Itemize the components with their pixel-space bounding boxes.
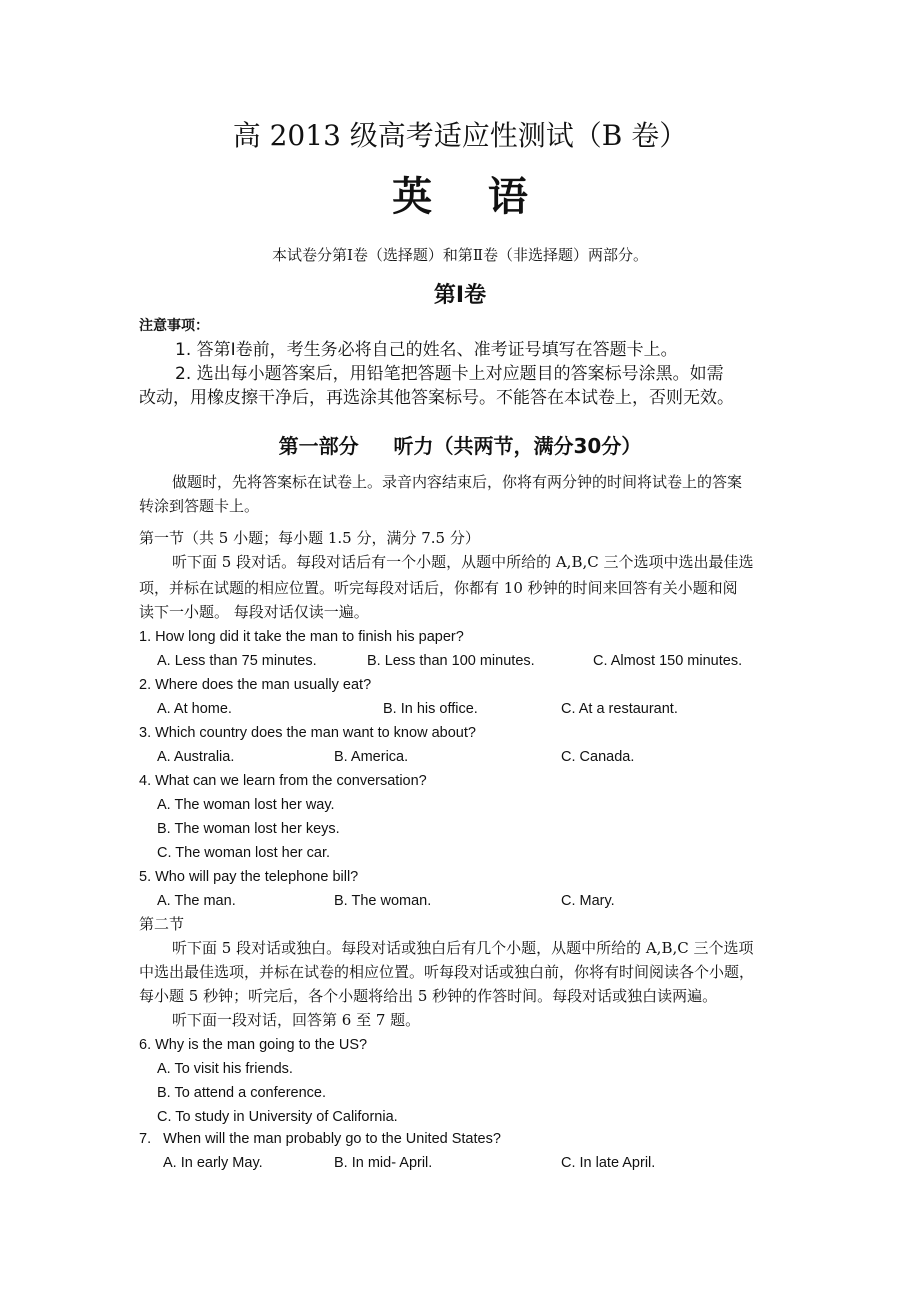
q6-option-b: B. To attend a conference. (157, 1085, 327, 1101)
q5-option-b: B. The woman. (334, 893, 432, 909)
notice-item-2-cont: 改动，用橡皮擦干净后，再选涂其他答案标号。不能答在本试卷上，否则无效。 (139, 388, 734, 408)
notice-item-1: 1. 答第Ⅰ卷前，考生务必将自己的姓名、准考证号填写在答题卡上。 (175, 340, 678, 360)
q7-option-c: C. In late April. (561, 1155, 656, 1171)
question-5: 5. Who will pay the telephone bill? (139, 869, 359, 885)
subject-title: 英 语 (392, 174, 528, 220)
q4-option-b: B. The woman lost her keys. (157, 821, 340, 837)
part1-instructions-cont: 转涂到答题卡上。 (139, 497, 260, 515)
section1-instructions-2: 项，并标在试题的相应位置。听完每段对话后，你都有 10 秒钟的时间来回答有关小题和阅 (139, 579, 738, 597)
section1-heading: 第一节（共 5 小题；每小题 1.5 分，满分 7.5 分） (139, 529, 480, 547)
section2-instructions-2: 中选出最佳选项，并标在试卷的相应位置。听每段对话或独白前，你将有时间阅读各个小题， (139, 963, 755, 981)
q4-option-c: C. The woman lost her car. (157, 845, 331, 861)
q5-option-c: C. Mary. (561, 893, 615, 909)
q5-option-a: A. The man. (157, 893, 236, 909)
part1-instructions: 做题时，先将答案标在试卷上。录音内容结束后，你将有两分钟的时间将试卷上的答案 (172, 473, 743, 491)
exam-title: 高 2013 级高考适应性测试（B 卷） (232, 119, 688, 152)
q1-option-b: B. Less than 100 minutes. (367, 653, 535, 669)
question-3: 3. Which country does the man want to know about? (139, 725, 476, 741)
section1-instructions-3: 读下一小题。 每段对话仅读一遍。 (139, 603, 369, 621)
section2-heading: 第二节 (139, 915, 185, 933)
q1-option-a: A. Less than 75 minutes. (157, 653, 317, 669)
section2-dialog-note: 听下面一段对话，回答第 6 至 7 题。 (172, 1011, 421, 1029)
q7-option-b: B. In mid- April. (334, 1155, 433, 1171)
question-1: 1. How long did it take the man to finish his paper? (139, 629, 464, 645)
q2-option-a: A. At home. (157, 701, 232, 717)
q2-option-b: B. In his office. (383, 701, 478, 717)
question-6: 6. Why is the man going to the US? (139, 1037, 368, 1053)
q3-option-b: B. America. (334, 749, 409, 765)
part1-heading: 第一部分 听力（共两节，满分30分） (278, 434, 642, 458)
question-2: 2. Where does the man usually eat? (139, 677, 372, 693)
q4-option-a: A. The woman lost her way. (157, 797, 335, 813)
notice-heading: 注意事项： (139, 318, 209, 334)
q3-option-c: C. Canada. (561, 749, 635, 765)
q6-option-a: A. To visit his friends. (157, 1061, 293, 1077)
section1-instructions: 听下面 5 段对话。每段对话后有一个小题，从题中所给的 A,B,C 三个选项中选出最佳选 (172, 553, 754, 571)
volume-heading: 第Ⅰ卷 (433, 283, 487, 308)
intro-text: 本试卷分第Ⅰ卷（选择题）和第Ⅱ卷（非选择题）两部分。 (271, 246, 649, 264)
q3-option-a: A. Australia. (157, 749, 235, 765)
q2-option-c: C. At a restaurant. (561, 701, 678, 717)
question-4: 4. What can we learn from the conversation? (139, 773, 427, 789)
section2-instructions: 听下面 5 段对话或独白。每段对话或独白后有几个小题，从题中所给的 A,B,C 三个选项 (172, 939, 754, 957)
section2-instructions-3: 每小题 5 秒钟；听完后，各个小题将给出 5 秒钟的作答时间。每段对话或独白读两遍。 (139, 987, 718, 1005)
q1-option-c: C. Almost 150 minutes. (593, 653, 743, 669)
q6-option-c: C. To study in University of California. (157, 1109, 398, 1125)
q7-option-a: A. In early May. (163, 1155, 263, 1171)
notice-item-2: 2. 选出每小题答案后，用铅笔把答题卡上对应题目的答案标号涂黑。如需 (175, 364, 724, 384)
question-7: 7. When will the man probably go to the United States? (139, 1131, 501, 1147)
